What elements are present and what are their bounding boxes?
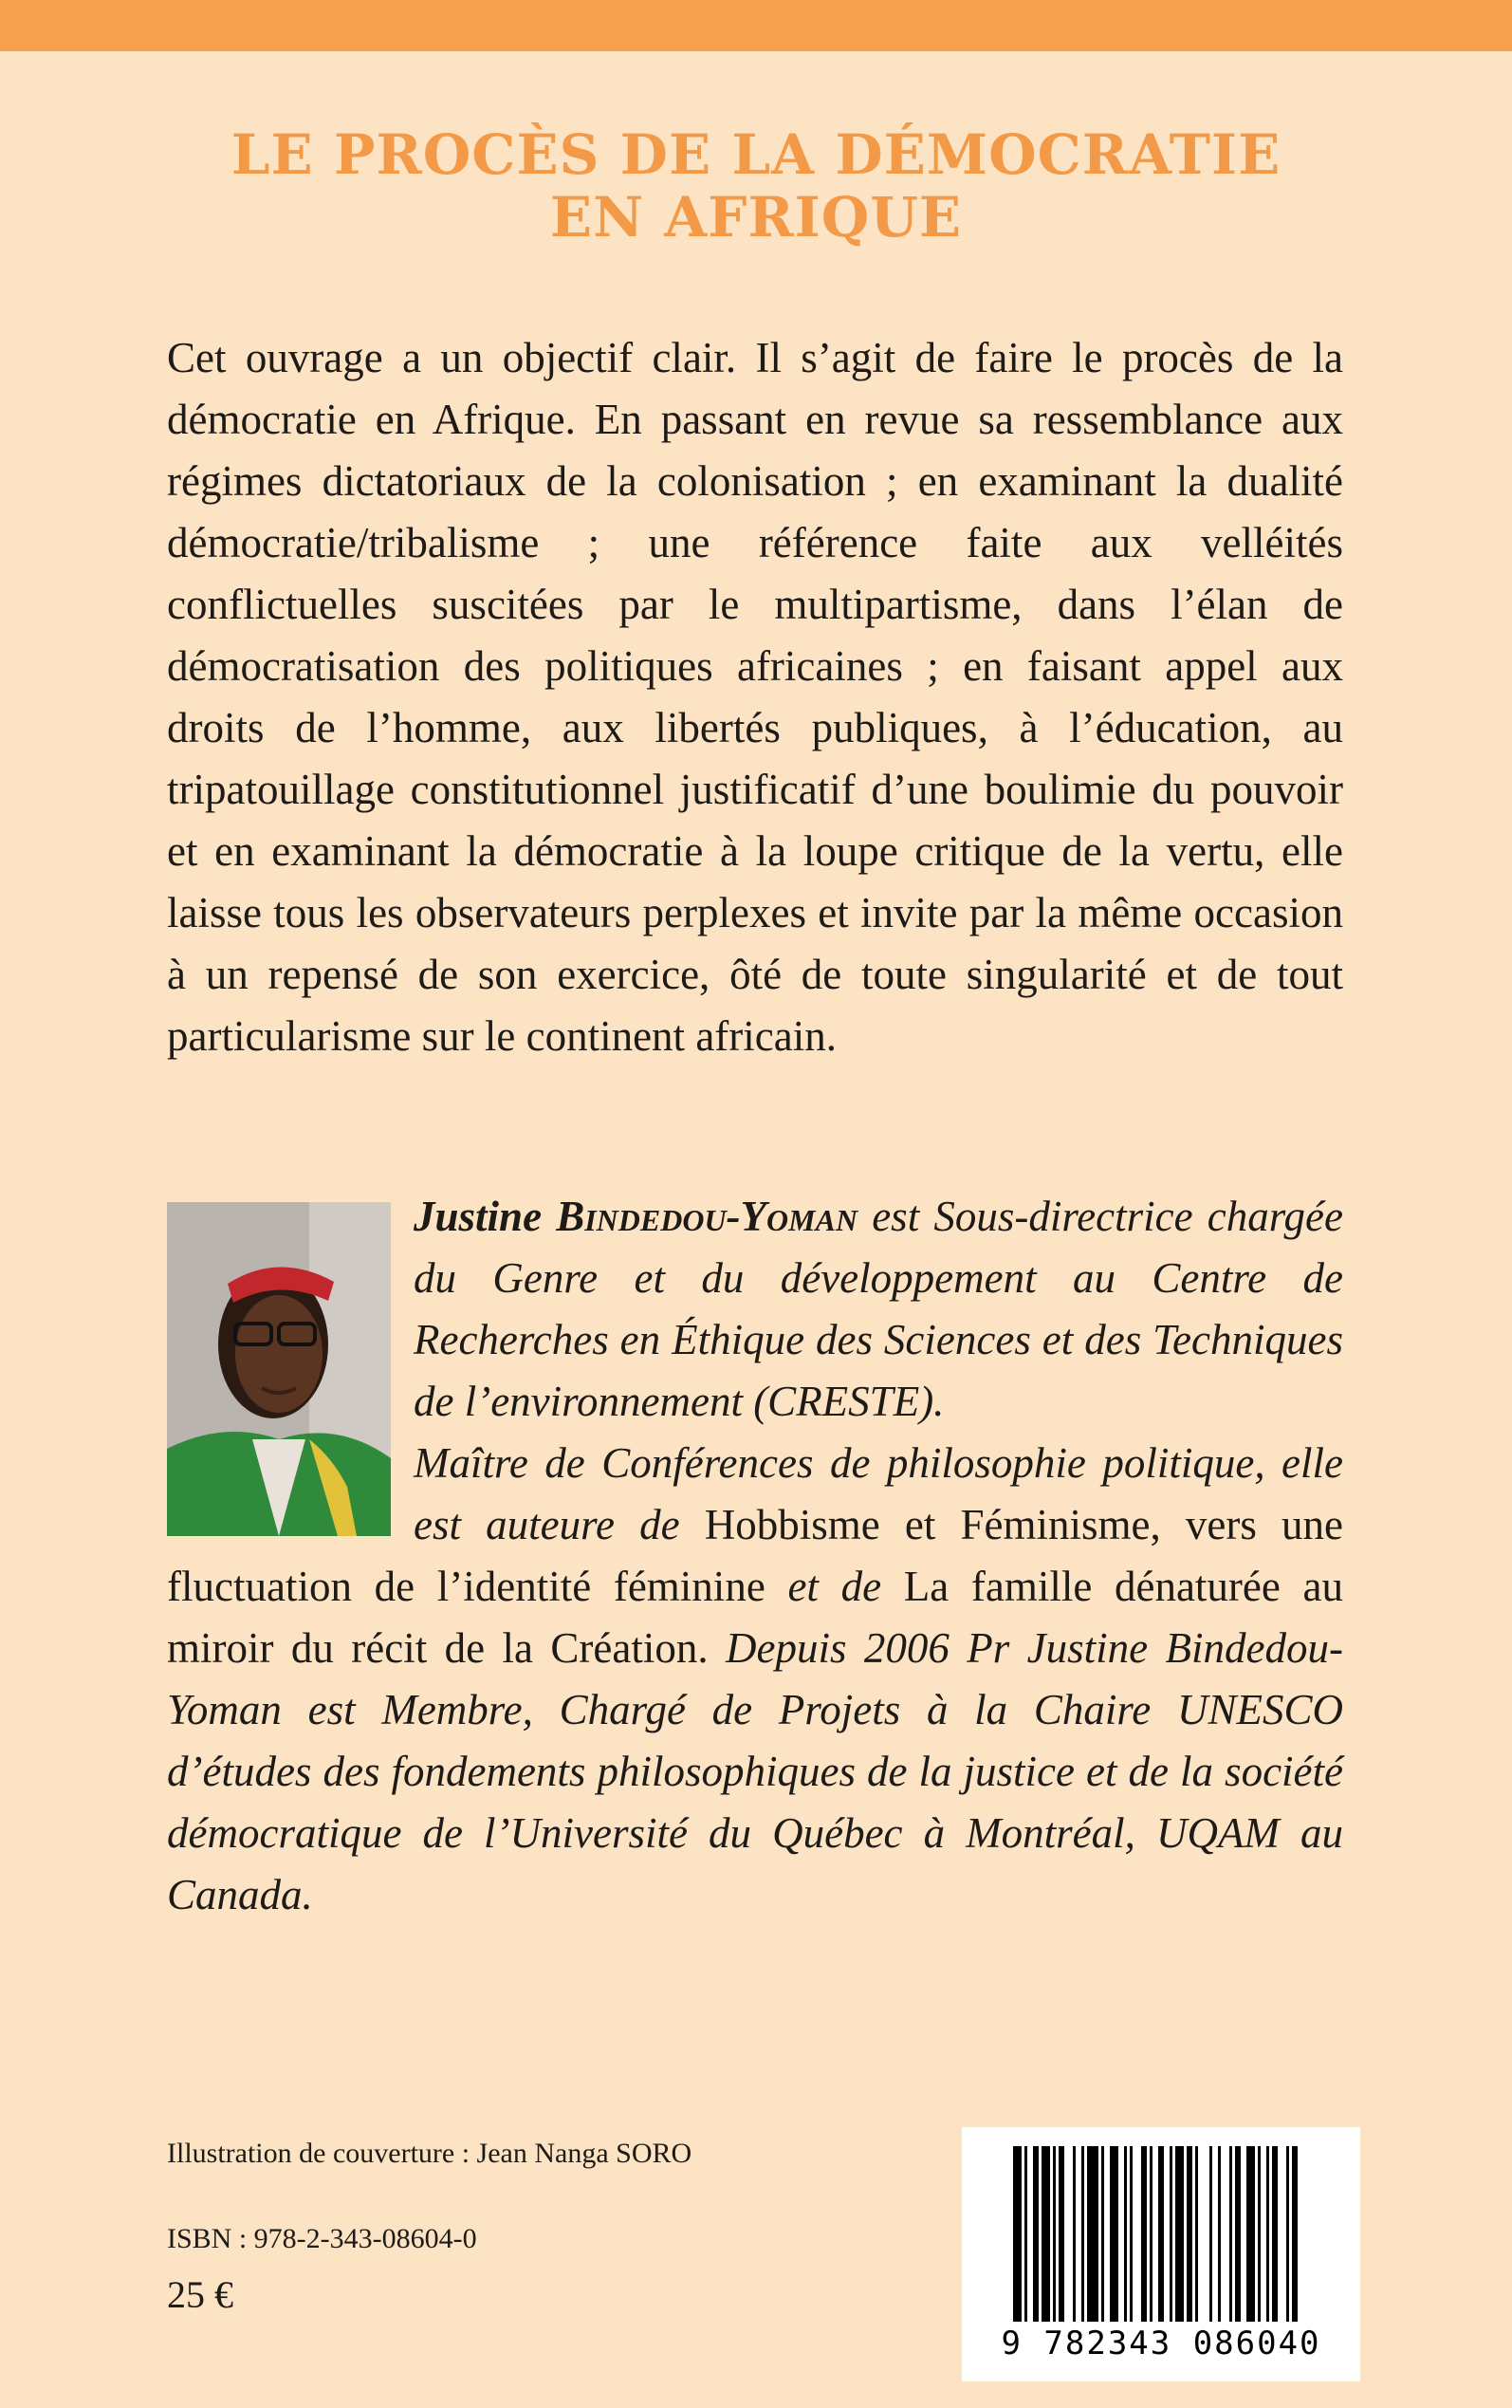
title-line-1: LE PROCÈS DE LA DÉMOCRATIE — [230, 122, 1282, 187]
top-color-band — [0, 0, 1512, 51]
author-first-name: Justine — [414, 1193, 543, 1240]
back-cover-blurb: Cet ouvrage a un objectif clair. Il s’agit de faire le procès de la démocratie en Afrique. En passant en revue sa ressemblance aux régimes dictatoriaux de la colonisation ; en examinant la dualité démocratie/tribalisme ; une référence faite aux velléités conflictuelles suscitées par le multipartisme, dans l’élan de démocratisation des politiques africaines ; en faisant appel aux droits de l’homme, aux libertés publiques, à l’éducation, au tripatouillage constitutionnel justificatif d’une boulimie du pouvoir et en examinant la démocratie à la loupe critique de la vertu, elle laisse tous les observateurs perplexes et invite par la même occasion à un repensé de son exercice, ôté de toute singularité et de tout particularisme sur le continent africain. — [167, 334, 1343, 1060]
bio-part-1: est Sous-directrice chargée du Genre et du développement au Centre de Recherches en Éthique des Sciences et des Techniques de l’environnement (CRESTE). — [414, 1193, 1343, 1425]
title-line-2: EN AFRIQUE — [549, 185, 963, 250]
barcode-digits: 9 782343 086040 — [1001, 2325, 1321, 2362]
illustration-credit: Illustration de couverture : Jean Nanga SORO — [167, 2138, 692, 2169]
bio-part-3: Depuis 2006 Pr Justine Bindedou-Yoman est Membre, Chargé de Projets à la Chaire UNESCO d’études des fondements philosophiques de la justice et de la société démocratique de l’Université du Québec à Montréal, UQAM au Canada. — [167, 1624, 1343, 1918]
price: 25 € — [167, 2273, 233, 2316]
bio-part-2: Maître de Conférences de philosophie politique, elle est auteure de — [414, 1439, 1343, 1548]
book-title — [0, 123, 1512, 249]
isbn: ISBN : 978-2-343-08604-0 — [167, 2223, 477, 2254]
book-title-2: La famille dénaturée au miroir du récit de la Création. — [167, 1563, 1343, 1672]
barcode — [962, 2127, 1360, 2381]
barcode-bars — [962, 2127, 1360, 2326]
book-title-1: Hobbisme et Féminisme, vers une fluctuation de l’identité féminine — [167, 1501, 1343, 1610]
author-last-name: Bindedou-Yoman — [556, 1193, 858, 1240]
bio-et-de: et de — [765, 1563, 904, 1610]
author-biography — [167, 1186, 1343, 1926]
